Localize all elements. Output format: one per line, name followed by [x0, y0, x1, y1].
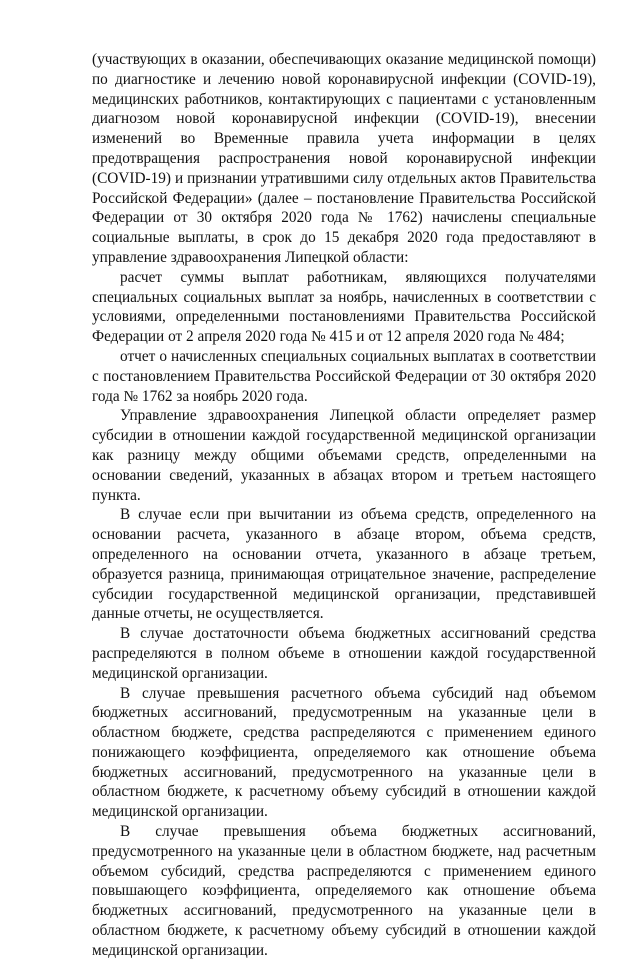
- paragraph-negative-difference: В случае если при вычитании из объема средств, определенного на основании расчета, указанного в абзаце втором, объема средств, определенного на основании отчета, указанного в абзаце третьем, образуется разница, принимающая отрицательное значение, распределение субсидии государственной медицинской организации, представившей данные отчеты, не осуществляется.: [92, 506, 596, 623]
- paragraph-reducing-coefficient: В случае превышения расчетного объема субсидий над объемом бюджетных ассигнований, предусмотренным на указанные цели в областном бюджете, средства распределяются с применением единого понижающего коэффициента, определяемого как отношение объема бюджетных ассигнований, предусмотренного на указанные цели в областном бюджете, к расчетному объему субсидий в отношении каждой медицинской организации.: [92, 684, 596, 821]
- paragraph-subsidy-size: Управление здравоохранения Липецкой области определяет размер субсидии в отношении каждой государственной медицинской организации как разницу между общими объемами средств, определенными на основании сведений, указанных в абзацах втором и третьем настоящего пункта.: [92, 407, 596, 504]
- document-page: [92, 50, 596, 961]
- paragraph-continuation: (участвующих в оказании, обеспечивающих оказание медицинской помощи) по диагностике и лечению новой коронавирусной инфекции (COVID-19), медицинских работников, контактирующих с пациентами с установленным диагнозом новой коронавирусной инфекции (COVID-19), внесении изменений во Временные правила учета информации в целях предотвращения распространения новой коронавирусной инфекции (COVID-19) и признании утратившими силу отдельных актов Правительства Российской Федерации» (далее – постановление Правительства Российской Федерации от 30 октября 2020 года № 1762) начислены специальные социальные выплаты, в срок до 15 декабря 2020 года предоставляют в управление здравоохранения Липецкой области:: [92, 51, 596, 266]
- paragraph-report: отчет о начисленных специальных социальных выплатах в соответствии с постановлением Правительства Российской Федерации от 30 октября 2020 года № 1762 за ноябрь 2020 года.: [92, 347, 596, 405]
- paragraph-increasing-coefficient: В случае превышения объема бюджетных ассигнований, предусмотренного на указанные цели в областном бюджете, над расчетным объемом субсидий, средства распределяются с применением единого повышающего коэффициента, определяемого как отношение объема бюджетных ассигнований, предусмотренного на указанные цели в областном бюджете, к расчетному объему субсидий в отношении каждой медицинской организации.: [92, 823, 596, 959]
- paragraph-sufficient-funds: В случае достаточности объема бюджетных ассигнований средства распределяются в полном объеме в отношении каждой государственной медицинской организации.: [92, 625, 596, 682]
- paragraph-calculation: расчет суммы выплат работникам, являющихся получателями специальных социальных выплат за ноябрь, начисленных в соответствии с условиями, определенными постановлениями Правительства Российской Федерации от 2 апреля 2020 года № 415 и от 12 апреля 2020 года № 484;: [92, 268, 596, 346]
